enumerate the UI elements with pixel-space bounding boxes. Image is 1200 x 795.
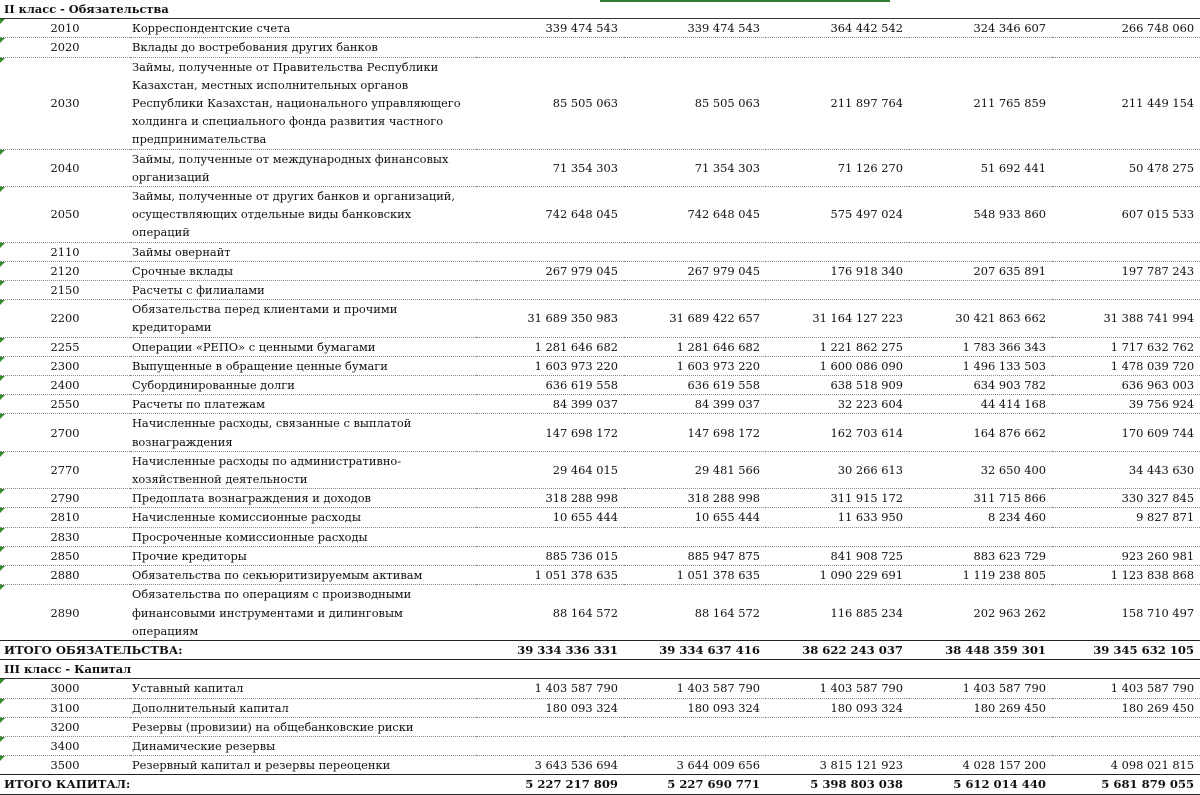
- value-cell: 71 354 303: [476, 149, 624, 186]
- value-cell: 34 443 630: [1052, 451, 1200, 488]
- table-row: [0, 585, 1200, 641]
- account-code: 2830: [0, 527, 130, 546]
- account-code: 2030: [0, 57, 130, 149]
- total-row: [0, 775, 1200, 794]
- value-cell: 742 648 045: [476, 187, 624, 243]
- value-cell: [909, 527, 1052, 546]
- value-cell: 364 442 542: [766, 19, 909, 38]
- account-name: Обязательства перед клиентами и прочими кредиторами: [130, 300, 476, 337]
- value-cell: 1 717 632 762: [1052, 337, 1200, 356]
- value-cell: 162 703 614: [766, 414, 909, 451]
- value-cell: 339 474 543: [624, 19, 766, 38]
- account-name: Расчеты по платежам: [130, 395, 476, 414]
- value-cell: 1 403 587 790: [909, 679, 1052, 698]
- account-name: Срочные вклады: [130, 261, 476, 280]
- value-cell: 1 090 229 691: [766, 566, 909, 585]
- account-name: Расчеты с филиалами: [130, 281, 476, 300]
- account-code: 2400: [0, 376, 130, 395]
- value-cell: [909, 736, 1052, 755]
- account-name: Займы, полученные от международных финансовых организаций: [130, 149, 476, 186]
- table-row: [0, 149, 1200, 186]
- account-name: Вклады до востребования других банков: [130, 38, 476, 57]
- table-row: [0, 281, 1200, 300]
- account-code: 2255: [0, 337, 130, 356]
- account-code: 2020: [0, 38, 130, 57]
- table-row: [0, 508, 1200, 527]
- value-cell: 85 505 063: [624, 57, 766, 149]
- value-cell: [476, 527, 624, 546]
- value-cell: [766, 527, 909, 546]
- value-cell: [1052, 281, 1200, 300]
- account-name: Динамические резервы: [130, 736, 476, 755]
- value-cell: 180 093 324: [476, 698, 624, 717]
- section-header: II класс - Обязательства: [0, 0, 1200, 19]
- table-row: [0, 376, 1200, 395]
- table-row: [0, 566, 1200, 585]
- account-code: 3400: [0, 736, 130, 755]
- table-row: [0, 356, 1200, 375]
- account-code: 2110: [0, 242, 130, 261]
- value-cell: 1 478 039 720: [1052, 356, 1200, 375]
- section-header: III класс - Капитал: [0, 660, 1200, 679]
- value-cell: 607 015 533: [1052, 187, 1200, 243]
- value-cell: 31 689 422 657: [624, 300, 766, 337]
- account-name: Начисленные расходы, связанные с выплатой вознаграждения: [130, 414, 476, 451]
- value-cell: 3 815 121 923: [766, 756, 909, 775]
- value-cell: 31 689 350 983: [476, 300, 624, 337]
- value-cell: 1 403 587 790: [476, 679, 624, 698]
- account-name: Обязательства по секьюритизируемым активам: [130, 566, 476, 585]
- value-cell: 1 119 238 805: [909, 566, 1052, 585]
- value-cell: 31 388 741 994: [1052, 300, 1200, 337]
- value-cell: 1 600 086 090: [766, 356, 909, 375]
- value-cell: 3 643 536 694: [476, 756, 624, 775]
- value-cell: 742 648 045: [624, 187, 766, 243]
- value-cell: 180 093 324: [766, 698, 909, 717]
- value-cell: 32 223 604: [766, 395, 909, 414]
- value-cell: 10 655 444: [624, 508, 766, 527]
- value-cell: 267 979 045: [476, 261, 624, 280]
- account-name: Прочие кредиторы: [130, 546, 476, 565]
- table-row: [0, 395, 1200, 414]
- total-value: 5 681 879 055: [1052, 775, 1200, 794]
- account-name: Начисленные комиссионные расходы: [130, 508, 476, 527]
- account-code: 2010: [0, 19, 130, 38]
- account-name: Резервный капитал и резервы переоценки: [130, 756, 476, 775]
- value-cell: [766, 281, 909, 300]
- section-header-row: [0, 660, 1200, 679]
- value-cell: [476, 242, 624, 261]
- account-name: Займы, полученные от других банков и организаций, осуществляющих отдельные виды банковских операций: [130, 187, 476, 243]
- value-cell: 88 164 572: [624, 585, 766, 641]
- account-code: 2850: [0, 546, 130, 565]
- value-cell: 10 655 444: [476, 508, 624, 527]
- value-cell: 164 876 662: [909, 414, 1052, 451]
- value-cell: 44 414 168: [909, 395, 1052, 414]
- value-cell: [909, 281, 1052, 300]
- value-cell: 885 736 015: [476, 546, 624, 565]
- value-cell: [476, 717, 624, 736]
- value-cell: [1052, 736, 1200, 755]
- value-cell: [476, 38, 624, 57]
- total-label: ИТОГО КАПИТАЛ:: [0, 775, 476, 794]
- account-name: Уставный капитал: [130, 679, 476, 698]
- total-value: 5 612 014 440: [909, 775, 1052, 794]
- value-cell: 311 715 866: [909, 489, 1052, 508]
- value-cell: 197 787 243: [1052, 261, 1200, 280]
- value-cell: 1 783 366 343: [909, 337, 1052, 356]
- value-cell: 50 478 275: [1052, 149, 1200, 186]
- value-cell: 84 399 037: [476, 395, 624, 414]
- value-cell: 267 979 045: [624, 261, 766, 280]
- value-cell: 634 903 782: [909, 376, 1052, 395]
- value-cell: [766, 717, 909, 736]
- value-cell: 170 609 744: [1052, 414, 1200, 451]
- value-cell: 4 098 021 815: [1052, 756, 1200, 775]
- account-name: Начисленные расходы по административно-хозяйственной деятельности: [130, 451, 476, 488]
- value-cell: 318 288 998: [624, 489, 766, 508]
- value-cell: 1 603 973 220: [476, 356, 624, 375]
- account-code: 2810: [0, 508, 130, 527]
- value-cell: 548 933 860: [909, 187, 1052, 243]
- total-row: [0, 640, 1200, 659]
- table-row: [0, 451, 1200, 488]
- value-cell: 211 765 859: [909, 57, 1052, 149]
- value-cell: 51 692 441: [909, 149, 1052, 186]
- total-value: 5 227 217 809: [476, 775, 624, 794]
- account-code: 2890: [0, 585, 130, 641]
- table-row: [0, 187, 1200, 243]
- value-cell: [766, 736, 909, 755]
- value-cell: 4 028 157 200: [909, 756, 1052, 775]
- total-value: 5 227 690 771: [624, 775, 766, 794]
- value-cell: 636 619 558: [624, 376, 766, 395]
- value-cell: [1052, 242, 1200, 261]
- value-cell: 575 497 024: [766, 187, 909, 243]
- value-cell: [624, 281, 766, 300]
- value-cell: 158 710 497: [1052, 585, 1200, 641]
- value-cell: 29 481 566: [624, 451, 766, 488]
- value-cell: 211 449 154: [1052, 57, 1200, 149]
- value-cell: 29 464 015: [476, 451, 624, 488]
- account-code: 2200: [0, 300, 130, 337]
- table-row: [0, 527, 1200, 546]
- table-row: [0, 337, 1200, 356]
- value-cell: 1 496 133 503: [909, 356, 1052, 375]
- value-cell: 202 963 262: [909, 585, 1052, 641]
- value-cell: 39 756 924: [1052, 395, 1200, 414]
- table-row: [0, 19, 1200, 38]
- value-cell: 638 518 909: [766, 376, 909, 395]
- value-cell: 176 918 340: [766, 261, 909, 280]
- value-cell: 318 288 998: [476, 489, 624, 508]
- value-cell: 339 474 543: [476, 19, 624, 38]
- value-cell: 71 354 303: [624, 149, 766, 186]
- value-cell: 1 123 838 868: [1052, 566, 1200, 585]
- value-cell: 1 403 587 790: [624, 679, 766, 698]
- value-cell: 311 915 172: [766, 489, 909, 508]
- table-row: [0, 489, 1200, 508]
- account-code: 2880: [0, 566, 130, 585]
- table-row: [0, 261, 1200, 280]
- value-cell: 1 603 973 220: [624, 356, 766, 375]
- value-cell: [1052, 717, 1200, 736]
- value-cell: 923 260 981: [1052, 546, 1200, 565]
- account-name: Предоплата вознаграждения и доходов: [130, 489, 476, 508]
- value-cell: [1052, 38, 1200, 57]
- total-value: 39 345 632 105: [1052, 640, 1200, 659]
- value-cell: [476, 281, 624, 300]
- value-cell: 71 126 270: [766, 149, 909, 186]
- value-cell: 30 421 863 662: [909, 300, 1052, 337]
- value-cell: 116 885 234: [766, 585, 909, 641]
- value-cell: 1 281 646 682: [624, 337, 766, 356]
- value-cell: 883 623 729: [909, 546, 1052, 565]
- total-value: 5 398 803 038: [766, 775, 909, 794]
- value-cell: 31 164 127 223: [766, 300, 909, 337]
- value-cell: 1 281 646 682: [476, 337, 624, 356]
- value-cell: [909, 717, 1052, 736]
- value-cell: [624, 38, 766, 57]
- value-cell: 207 635 891: [909, 261, 1052, 280]
- value-cell: 636 963 003: [1052, 376, 1200, 395]
- value-cell: [624, 736, 766, 755]
- account-code: 2770: [0, 451, 130, 488]
- table-row: [0, 756, 1200, 775]
- value-cell: 1 051 378 635: [476, 566, 624, 585]
- account-name: Займы, полученные от Правительства Республики Казахстан, местных исполнительных органов Республики Казахстан, национального управляющего холдинга и специального фонда развития частного предпринимательства: [130, 57, 476, 149]
- account-code: 2790: [0, 489, 130, 508]
- value-cell: 1 221 862 275: [766, 337, 909, 356]
- value-cell: 84 399 037: [624, 395, 766, 414]
- value-cell: 9 827 871: [1052, 508, 1200, 527]
- table-row: [0, 546, 1200, 565]
- value-cell: 1 403 587 790: [1052, 679, 1200, 698]
- account-code: 2050: [0, 187, 130, 243]
- value-cell: [766, 38, 909, 57]
- value-cell: [766, 242, 909, 261]
- value-cell: [624, 242, 766, 261]
- value-cell: 8 234 460: [909, 508, 1052, 527]
- total-value: 38 448 359 301: [909, 640, 1052, 659]
- value-cell: 180 093 324: [624, 698, 766, 717]
- account-name: Займы овернайт: [130, 242, 476, 261]
- value-cell: [909, 242, 1052, 261]
- total-value: 39 334 637 416: [624, 640, 766, 659]
- value-cell: [1052, 527, 1200, 546]
- section-header-row: [0, 0, 1200, 19]
- value-cell: 180 269 450: [1052, 698, 1200, 717]
- value-cell: 841 908 725: [766, 546, 909, 565]
- account-name: Дополнительный капитал: [130, 698, 476, 717]
- table-row: [0, 717, 1200, 736]
- account-name: Обязательства по операциям с производными финансовыми инструментами и дилинговым операциям: [130, 585, 476, 641]
- table-row: [0, 57, 1200, 149]
- account-code: 2040: [0, 149, 130, 186]
- value-cell: [624, 527, 766, 546]
- value-cell: 32 650 400: [909, 451, 1052, 488]
- value-cell: 1 051 378 635: [624, 566, 766, 585]
- account-code: 2300: [0, 356, 130, 375]
- account-name: Резервы (провизии) на общебанковские риски: [130, 717, 476, 736]
- value-cell: 636 619 558: [476, 376, 624, 395]
- account-code: 3500: [0, 756, 130, 775]
- value-cell: 147 698 172: [476, 414, 624, 451]
- account-code: 3000: [0, 679, 130, 698]
- value-cell: 885 947 875: [624, 546, 766, 565]
- value-cell: 147 698 172: [624, 414, 766, 451]
- table-row: [0, 698, 1200, 717]
- value-cell: 3 644 009 656: [624, 756, 766, 775]
- table-row: [0, 38, 1200, 57]
- value-cell: 1 403 587 790: [766, 679, 909, 698]
- value-cell: 180 269 450: [909, 698, 1052, 717]
- total-label: ИТОГО ОБЯЗАТЕЛЬСТВА:: [0, 640, 476, 659]
- account-code: 3100: [0, 698, 130, 717]
- account-name: Операции «РЕПО» с ценными бумагами: [130, 337, 476, 356]
- value-cell: [476, 736, 624, 755]
- value-cell: 85 505 063: [476, 57, 624, 149]
- value-cell: [624, 717, 766, 736]
- account-code: 2120: [0, 261, 130, 280]
- table-row: [0, 300, 1200, 337]
- account-code: 3200: [0, 717, 130, 736]
- account-code: 2150: [0, 281, 130, 300]
- value-cell: 330 327 845: [1052, 489, 1200, 508]
- total-value: 38 622 243 037: [766, 640, 909, 659]
- account-code: 2550: [0, 395, 130, 414]
- table-row: [0, 679, 1200, 698]
- table-row: [0, 242, 1200, 261]
- value-cell: 324 346 607: [909, 19, 1052, 38]
- value-cell: 88 164 572: [476, 585, 624, 641]
- account-name: Выпущенные в обращение ценные бумаги: [130, 356, 476, 375]
- table-row: [0, 736, 1200, 755]
- account-name: Корреспондентские счета: [130, 19, 476, 38]
- value-cell: [909, 38, 1052, 57]
- account-name: Субординированные долги: [130, 376, 476, 395]
- value-cell: 30 266 613: [766, 451, 909, 488]
- account-name: Просроченные комиссионные расходы: [130, 527, 476, 546]
- value-cell: 211 897 764: [766, 57, 909, 149]
- value-cell: 11 633 950: [766, 508, 909, 527]
- account-code: 2700: [0, 414, 130, 451]
- value-cell: 266 748 060: [1052, 19, 1200, 38]
- table-row: [0, 414, 1200, 451]
- total-value: 39 334 336 331: [476, 640, 624, 659]
